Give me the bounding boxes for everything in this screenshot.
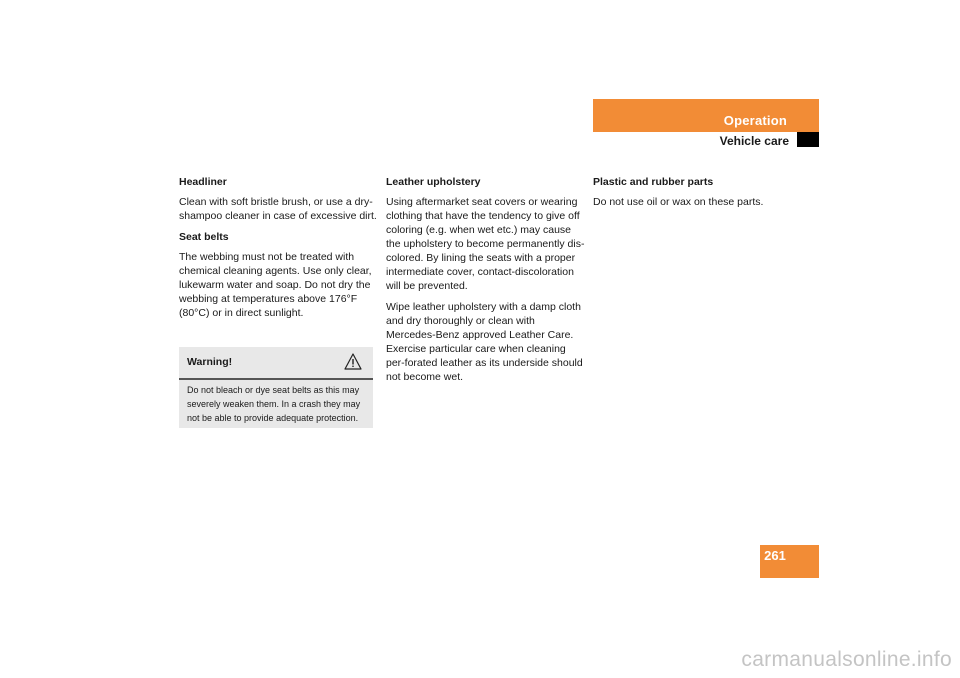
chapter-title: Operation xyxy=(723,113,787,128)
headliner-heading: Headliner xyxy=(179,176,227,188)
section-title: Vehicle care xyxy=(719,134,789,148)
leather-heading: Leather upholstery xyxy=(386,176,481,188)
header-bar xyxy=(593,99,819,132)
watermark: carmanualsonline.info xyxy=(741,648,952,671)
seatbelts-text: The webbing must not be treated with chemical cleaning agents. Use only clear, lukewarm water and soap. Do not dry the webbing at temperatures above 176°F (80°C) or in direct sunlight. xyxy=(179,251,372,319)
headliner-text: Clean with soft bristle brush, or use a dry-shampoo cleaner in case of excessive dirt. xyxy=(179,196,377,222)
page-number-box xyxy=(760,545,819,578)
section-marker xyxy=(797,132,819,147)
leather-text-2: Wipe leather upholstery with a damp cloth and dry thoroughly or clean with Mercedes-Benz approved Leather Care. Exercise particular care when cleaning per-forated leather as its underside should not become wet. xyxy=(386,301,583,383)
warning-divider xyxy=(179,378,373,380)
warning-title: Warning! xyxy=(187,356,233,368)
warning-text: Do not bleach or dye seat belts as this may severely weaken them. In a crash they may not be able to provide adequate protection. xyxy=(187,385,361,423)
column-3 xyxy=(593,175,813,216)
warning-triangle-icon xyxy=(344,353,362,370)
leather-text-1: Using aftermarket seat covers or wearing clothing that have the tendency to give off coloring (e.g. when wet etc.) may cause the upholstery to become permanently dis-colored. By lining the seats with a proper intermediate cover, contact-discoloration will be prevented. xyxy=(386,196,585,292)
column-2 xyxy=(386,175,586,391)
seatbelts-heading: Seat belts xyxy=(179,231,229,243)
column-1 xyxy=(179,175,379,327)
warning-box xyxy=(179,347,373,428)
plastic-text: Do not use oil or wax on these parts. xyxy=(593,196,764,208)
plastic-heading: Plastic and rubber parts xyxy=(593,176,714,188)
page-number: 261 xyxy=(764,548,786,563)
